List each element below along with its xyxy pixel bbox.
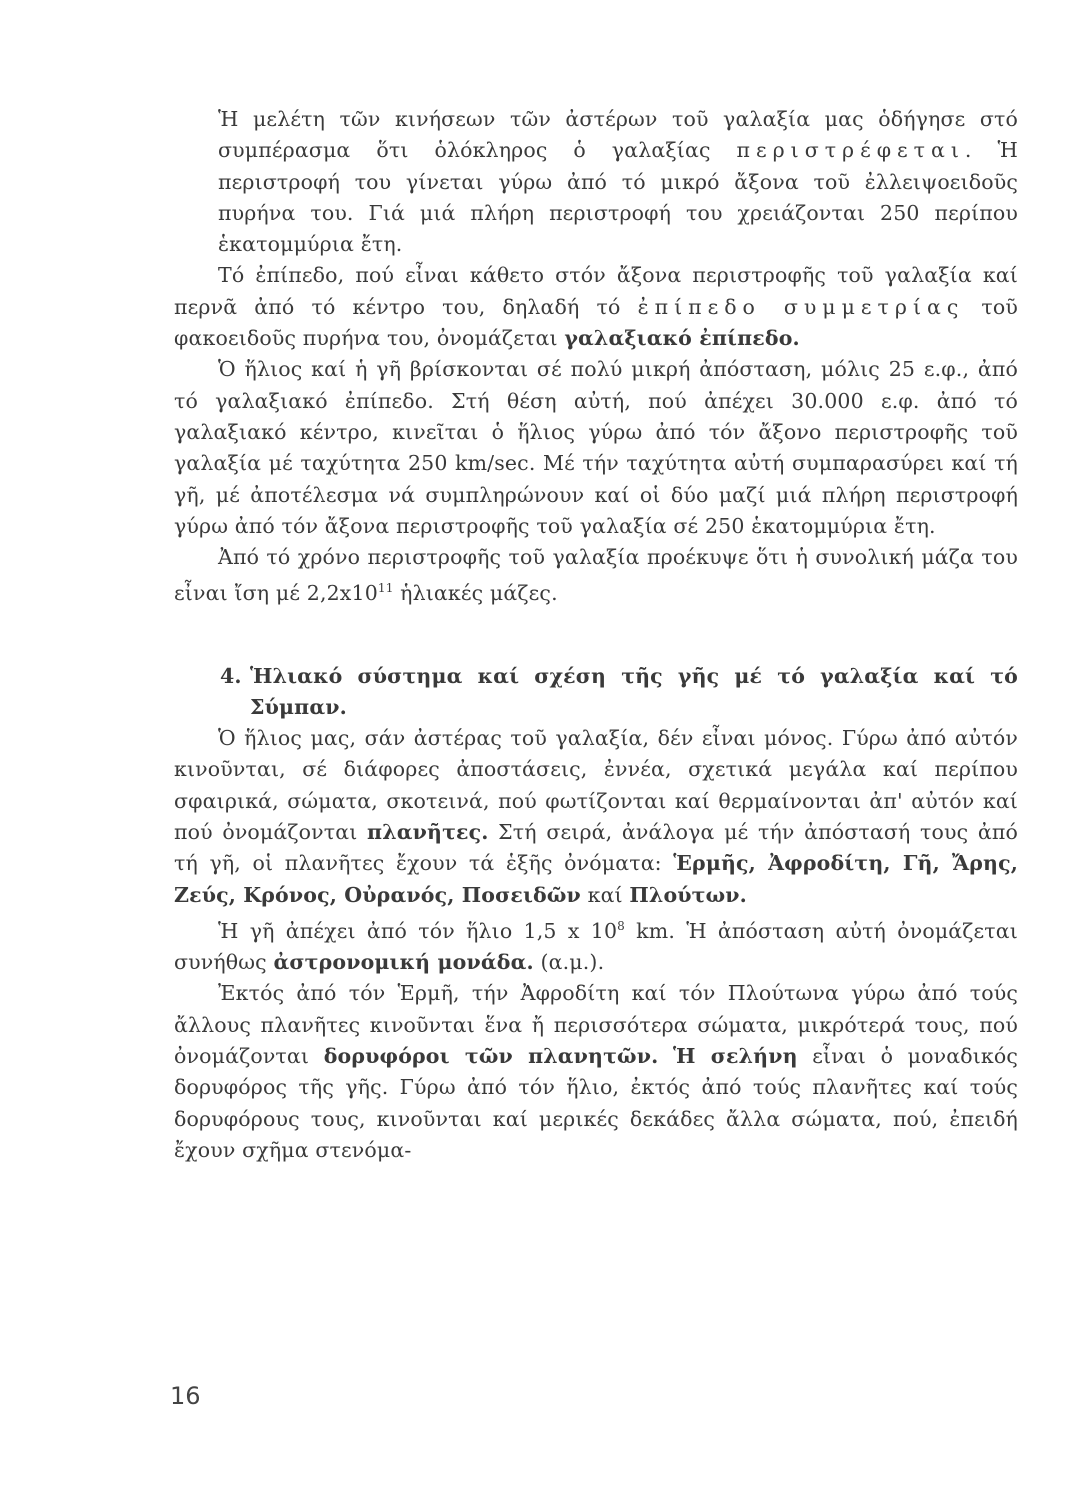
text-span: . Ἡ περιστροφή του γίνεται γύρω ἀπό τό μικρό ἄξονα τοῦ ἐλλειψοειδοῦς πυρήνα του. Γιά μιά πλήρη περιστροφή του χρειάζονται 250 περίπου ἑκατομμύρια ἔτη.: [218, 138, 1018, 257]
section-number: 4.: [220, 663, 242, 688]
spaced-emphasis: ἐπίπεδο συμμετρίας: [637, 294, 965, 319]
text-span: ἡλιακές μάζες.: [393, 581, 558, 606]
text-span: (α.μ.).: [533, 950, 605, 975]
paragraph-sun-position: [174, 354, 1018, 542]
bold-term: πλανῆτες.: [367, 820, 489, 845]
bold-term: γαλαξιακό ἐπίπεδο.: [564, 326, 800, 351]
text-span: Ὁ ἥλιος καί ἡ γῆ βρίσκονται σέ πολύ μικρή ἀπόσταση, μόλις 25 ε.φ., ἀπό τό γαλαξιακό ἐπίπεδο. Στή θέση αὐτή, πού ἀπέχει 30.000 ε.φ. ἀπό τό γαλαξιακό κέντρο, κινεῖται ὁ ἥλιος γύρω ἀπό τόν ἄξονο περιστροφῆς τοῦ γαλαξία μέ ταχύτητα 250 km/sec. Μέ τήν ταχύτητα αὐτή συμπαρασύρει καί τή γῆ, μέ ἀποτέλεσμα νά συμπληρώνουν καί οἱ δύο μαζί μιά πλήρη περιστροφή γύρω ἀπό τόν ἄξονα περιστροφῆς τοῦ γαλαξία σέ 250 ἑκατομμύρια ἔτη.: [174, 357, 1018, 538]
text-span: Ἡ μελέτη τῶν κινήσεων τῶν ἀστέρων τοῦ γαλαξία μας ὁδήγησε στό συμπέρασμα ὅτι ὁλόκληρος ὁ γαλαξίας: [218, 107, 1018, 163]
text-span: Ἐκτός ἀπό τόν Ἑρμῆ, τήν Ἀφροδίτη καί τόν Πλούτωνα γύρω ἀπό τούς ἄλλους πλανῆτες κινοῦνται ἕνα ἤ περισσότερα σώματα, μικρότερά τους, πού ὀνομάζονται: [174, 981, 1018, 1068]
body-text: [174, 104, 1018, 1166]
text-span: Ἀπό τό χρόνο περιστροφῆς τοῦ γαλαξία προέκυψε ὅτι ἡ συνολική μάζα του εἶναι ἴση μέ 2,2x10: [174, 545, 1018, 606]
paragraph-satellites: [174, 978, 1018, 1166]
text-span: Στή σειρά, ἀνάλογα μέ τήν ἀπόστασή τους ἀπό τή γῆ, οἱ πλανῆτες ἔχουν τά ἑξῆς ὀνόματα:: [174, 820, 1018, 876]
exponent: 8: [617, 918, 625, 933]
text-span: Ὁ ἥλιος μας, σάν ἀστέρας τοῦ γαλαξία, δέν εἶναι μόνος. Γύρω ἀπό αὐτόν κινοῦνται, σέ διάφορες ἀποστάσεις, ἐννέα, σχετικά μεγάλα καί περίπου σφαιρικά, σώματα, σκοτεινά, πού φωτίζονται καί θερμαίνονται ἀπ' αὐτόν καί πού ὀνομάζονται: [174, 726, 1018, 845]
text-span: τοῦ φακοειδοῦς πυρήνα του, ὀνομάζεται: [174, 294, 1018, 351]
paragraph-astronomical-unit: [174, 911, 1018, 978]
paragraph-galaxy-rotation: [174, 104, 1018, 260]
section-heading: [174, 661, 1018, 724]
bold-term: ἀστρονομική μονάδα.: [273, 950, 534, 975]
text-span: km. Ἡ ἀπόσταση αὐτή ὀνομάζεται συνήθως: [174, 918, 1018, 975]
paragraph-galaxy-mass: [174, 542, 1018, 609]
text-span: Τό ἐπίπεδο, πού εἶναι κάθετο στόν ἄξονα περιστροφῆς τοῦ γαλαξία καί περνᾶ ἀπό τό κέντρο του, δηλαδή τό: [174, 263, 1018, 319]
bold-term: Ἡ σελήνη: [672, 1043, 798, 1068]
spaced-emphasis: περιστρέφεται: [736, 138, 965, 163]
bold-planet-names: Πλούτων.: [629, 882, 747, 907]
bold-planet-names: Ἑρμῆς, Ἀφροδίτη, Γῆ, Ἄρης, Ζεύς, Κρόνος, Οὐρανός, Ποσειδῶν: [174, 851, 1018, 907]
paragraph-galactic-plane: [174, 260, 1018, 354]
text-span: [658, 1044, 673, 1068]
section-title: Ἡλιακό σύστημα καί σχέση τῆς γῆς μέ τό γαλαξία καί τό Σύμπαν.: [250, 663, 1018, 719]
bold-term: δορυφόροι τῶν πλανητῶν.: [323, 1043, 659, 1068]
text-span: καί: [580, 882, 630, 907]
paragraph-planets: [174, 723, 1018, 911]
exponent: 11: [377, 581, 394, 596]
text-span: εἶναι ὁ μοναδικός δορυφόρος τῆς γῆς. Γύρω ἀπό τόν ἥλιο, ἐκτός ἀπό τούς πλανῆτες καί τούς δορυφόρους τους, κινοῦνται καί μερικές δεκάδες ἄλλα σώματα, πού, ἐπειδή ἔχουν σχῆμα στενόμα-: [174, 1043, 1018, 1162]
page-number: 16: [170, 1382, 201, 1410]
text-span: Ἡ γῆ ἀπέχει ἀπό τόν ἥλιο 1,5 x 10: [218, 918, 618, 943]
